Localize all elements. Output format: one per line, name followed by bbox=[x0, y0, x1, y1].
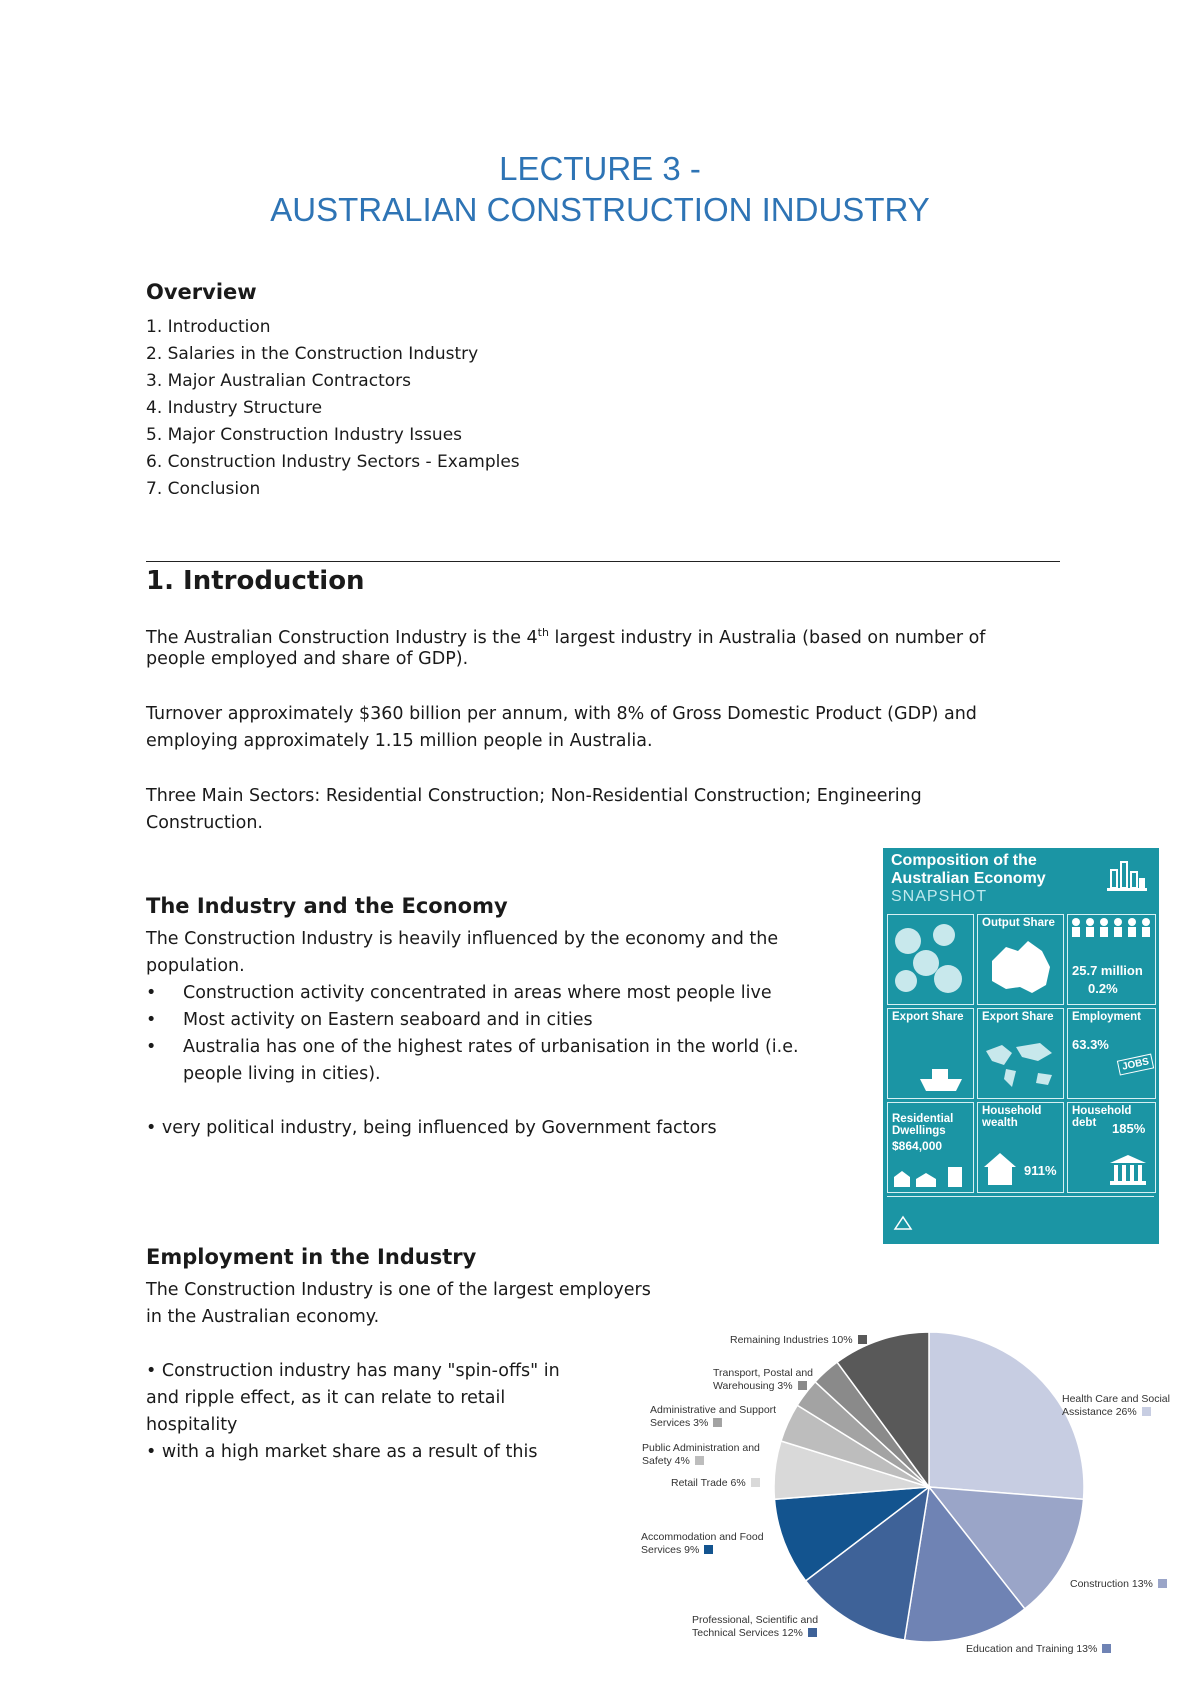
intro-paragraph-1-line-2: people employed and share of GDP). bbox=[146, 649, 469, 669]
infographic-title-1: Composition of the bbox=[891, 852, 1037, 869]
household-wealth-cell: Household wealth 911% bbox=[977, 1102, 1064, 1193]
overview-item: 5. Major Construction Industry Issues bbox=[146, 425, 463, 445]
overview-item: 2. Salaries in the Construction Industry bbox=[146, 344, 479, 364]
pie-label: Health Care and Social Assistance 26% bbox=[1062, 1393, 1170, 1418]
overview-item: 1. Introduction bbox=[146, 317, 271, 337]
population-cell: 25.7 million 0.2% bbox=[1067, 914, 1156, 1005]
legend-swatch bbox=[798, 1381, 807, 1390]
pie-label: Transport, Postal and Warehousing 3% bbox=[713, 1367, 813, 1392]
infographic-subtitle: SNAPSHOT bbox=[891, 888, 988, 905]
pie-label: Retail Trade 6% bbox=[671, 1477, 760, 1490]
legend-swatch bbox=[713, 1418, 722, 1427]
overview-item: 4. Industry Structure bbox=[146, 398, 323, 418]
title-line-1: LECTURE 3 - bbox=[499, 150, 701, 187]
dwellings-cell: Residential Dwellings $864,000 bbox=[887, 1102, 974, 1193]
intro-heading: 1. Introduction bbox=[146, 566, 365, 596]
pie-label: Administrative and Support Services 3% bbox=[650, 1404, 777, 1429]
legend-swatch bbox=[704, 1545, 713, 1554]
intro-paragraph-3-line-2: Construction. bbox=[146, 813, 263, 833]
overview-item: 6. Construction Industry Sectors - Examples bbox=[146, 452, 520, 472]
pie-label: Professional, Scientific and Technical Services 12% bbox=[692, 1614, 819, 1639]
intro-paragraph-2: Turnover approximately $360 billion per annum, with 8% of Gross Domestic Product (GDP) and bbox=[146, 704, 977, 724]
legend-swatch bbox=[808, 1628, 817, 1637]
pie-label: Public Administration and Safety 4% bbox=[642, 1442, 760, 1467]
pie-label: Education and Training 13% bbox=[966, 1643, 1111, 1656]
household-debt-cell: Household debt 185% bbox=[1067, 1102, 1156, 1193]
employment-heading: Employment in the Industry bbox=[146, 1245, 477, 1269]
pie-slice bbox=[929, 1332, 1084, 1499]
employment-text: The Construction Industry is one of the largest employers bbox=[146, 1280, 651, 1300]
employment-text-line-2: in the Australian economy. bbox=[146, 1307, 380, 1327]
infographic-title-2: Australian Economy bbox=[891, 870, 1046, 887]
intro-paragraph-1: The Australian Construction Industry is the 4th largest industry in Australia (based on number of bbox=[146, 626, 986, 648]
legend-swatch bbox=[1142, 1407, 1151, 1416]
pie-label: Remaining Industries 10% bbox=[730, 1334, 867, 1347]
employment-bullet-1-line-2: and ripple effect, as it can relate to retail bbox=[146, 1388, 506, 1408]
economy-text: The Construction Industry is heavily influenced by the economy and the bbox=[146, 929, 779, 949]
overview-heading: Overview bbox=[146, 280, 257, 304]
economy-heading: The Industry and the Economy bbox=[146, 894, 508, 918]
legend-swatch bbox=[858, 1335, 867, 1344]
pie-label: Construction 13% bbox=[1070, 1578, 1167, 1591]
legend-swatch bbox=[1102, 1644, 1111, 1653]
export-share-cell-1: Export Share bbox=[887, 1008, 974, 1099]
intro-paragraph-3: Three Main Sectors: Residential Construction; Non-Residential Construction; Engineering bbox=[146, 786, 922, 806]
intro-paragraph-2-line-2: employing approximately 1.15 million people in Australia. bbox=[146, 731, 653, 751]
legend-swatch bbox=[1158, 1579, 1167, 1588]
legend-swatch bbox=[695, 1456, 704, 1465]
employment-bullet-1-line-3: hospitality bbox=[146, 1415, 238, 1435]
title-line-2: AUSTRALIAN CONSTRUCTION INDUSTRY bbox=[270, 191, 930, 228]
overview-item: 7. Conclusion bbox=[146, 479, 261, 499]
jobs-sign: JOBS bbox=[1117, 1054, 1155, 1076]
employment-cell: Employment 63.3% JOBS bbox=[1067, 1008, 1156, 1099]
overview-item: 3. Major Australian Contractors bbox=[146, 371, 411, 391]
output-share-cell: Output Share bbox=[977, 914, 1064, 1005]
pie-label: Accommodation and Food Services 9% bbox=[641, 1531, 764, 1556]
economy-text-line-2: population. bbox=[146, 956, 245, 976]
economy-note: • very political industry, being influenced by Government factors bbox=[146, 1118, 717, 1138]
employment-bullet-2: • with a high market share as a result of this bbox=[146, 1442, 538, 1462]
employment-bullet-1: • Construction industry has many "spin-offs" in bbox=[146, 1361, 560, 1381]
export-share-cell-2: Export Share bbox=[977, 1008, 1064, 1099]
legend-swatch bbox=[751, 1478, 760, 1487]
